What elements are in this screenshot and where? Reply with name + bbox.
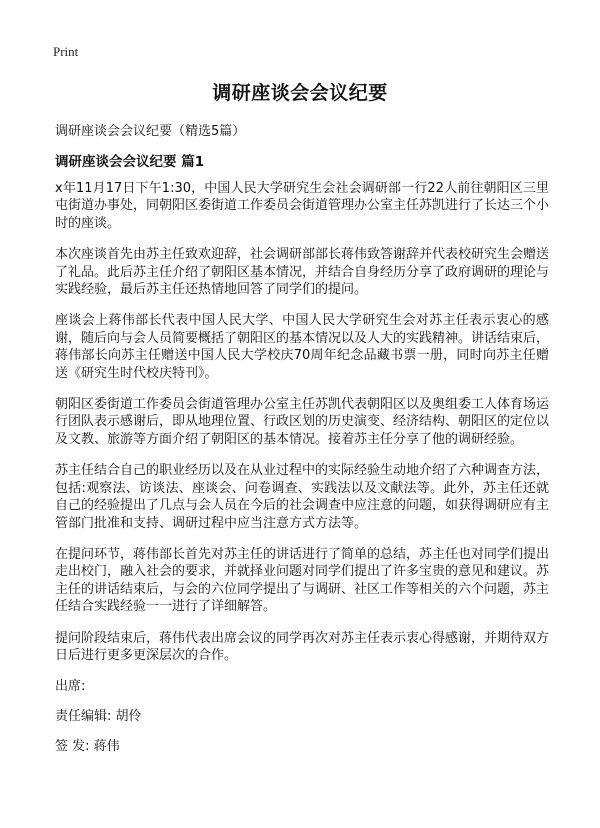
document-body	[55, 180, 549, 768]
section-heading: 调研座谈会会议纪要 篇1	[55, 154, 205, 170]
editor-line: 责任编辑: 胡伶	[55, 709, 142, 725]
body-paragraph: 在提问环节，蒋伟部长首先对苏主任的讲话进行了简单的总结，苏主任也对同学们提出走出校门，融入社会的要求，并就择业问题对同学们提出了许多宝贵的意见和建议。苏主任的讲话结束后，与会的六位同学提出了与调研、社区工作等相关的六个问题，苏主任结合实践经验一一进行了详细解答。	[55, 546, 550, 615]
attendance-label: 出席:	[55, 679, 86, 695]
signer-line: 签 发: 蒋伟	[55, 739, 120, 755]
body-paragraph: 朝阳区委街道工作委员会街道管理办公室主任苏凯代表朝阳区以及奥组委工人体育场运行团队表示感谢后，即从地理位置、行政区划的历史演变、经济结构、朝阳区的定位以及文教、旅游等方面介绍了朝阳区的基本情况。接着苏主任分享了他的调研经验。	[55, 397, 550, 447]
body-paragraph: 座谈会上蒋伟部长代表中国人民大学、中国人民大学研究生会对苏主任表示衷心的感谢，随后向与会人员简要概括了朝阳区的基本情况以及人大的实践精神。讲话结束后，蒋伟部长向苏主任赠送中国人民大学校庆70周年纪念品藏书票一册，同时向苏主任赠送《研究生时代校庆特刊》。	[55, 313, 550, 381]
body-paragraph: 本次座谈首先由苏主任致欢迎辞，社会调研部部长蒋伟致答谢辞并代表校研究生会赠送了礼品。此后苏主任介绍了朝阳区基本情况，并结合自身经历分享了政府调研的理论与实践经验，最后苏主任还热情地回答了同学们的提问。	[55, 247, 550, 298]
document-subtitle: 调研座谈会会议纪要（精选5篇）	[55, 124, 246, 139]
print-link[interactable]: Print	[53, 44, 79, 59]
body-paragraph: 提问阶段结束后，蒋伟代表出席会议的同学再次对苏主任表示衷心得感谢，并期待双方日后进行更多更深层次的合作。	[55, 630, 550, 663]
body-paragraph: 苏主任结合自己的职业经历以及在从业过程中的实际经验生动地介绍了六种调查方法，包括:观察法、访谈法、座谈会、问卷调查、实践法以及文献法等。此外，苏主任还就自己的经验提出了几点与会人员在今后的社会调查中应注意的问题，如获得调研应有主管部门批准和支持、调研过程中应当注意方式方法等。	[55, 463, 550, 531]
page-title: 调研座谈会会议纪要	[212, 82, 388, 104]
body-paragraph: x年11月17日下午1:30，中国人民大学研究生会社会调研部一行22人前往朝阳区三里屯街道办事处，同朝阳区委街道工作委员会街道管理办公室主任苏凯进行了长达三个小时的座谈。	[55, 181, 550, 231]
